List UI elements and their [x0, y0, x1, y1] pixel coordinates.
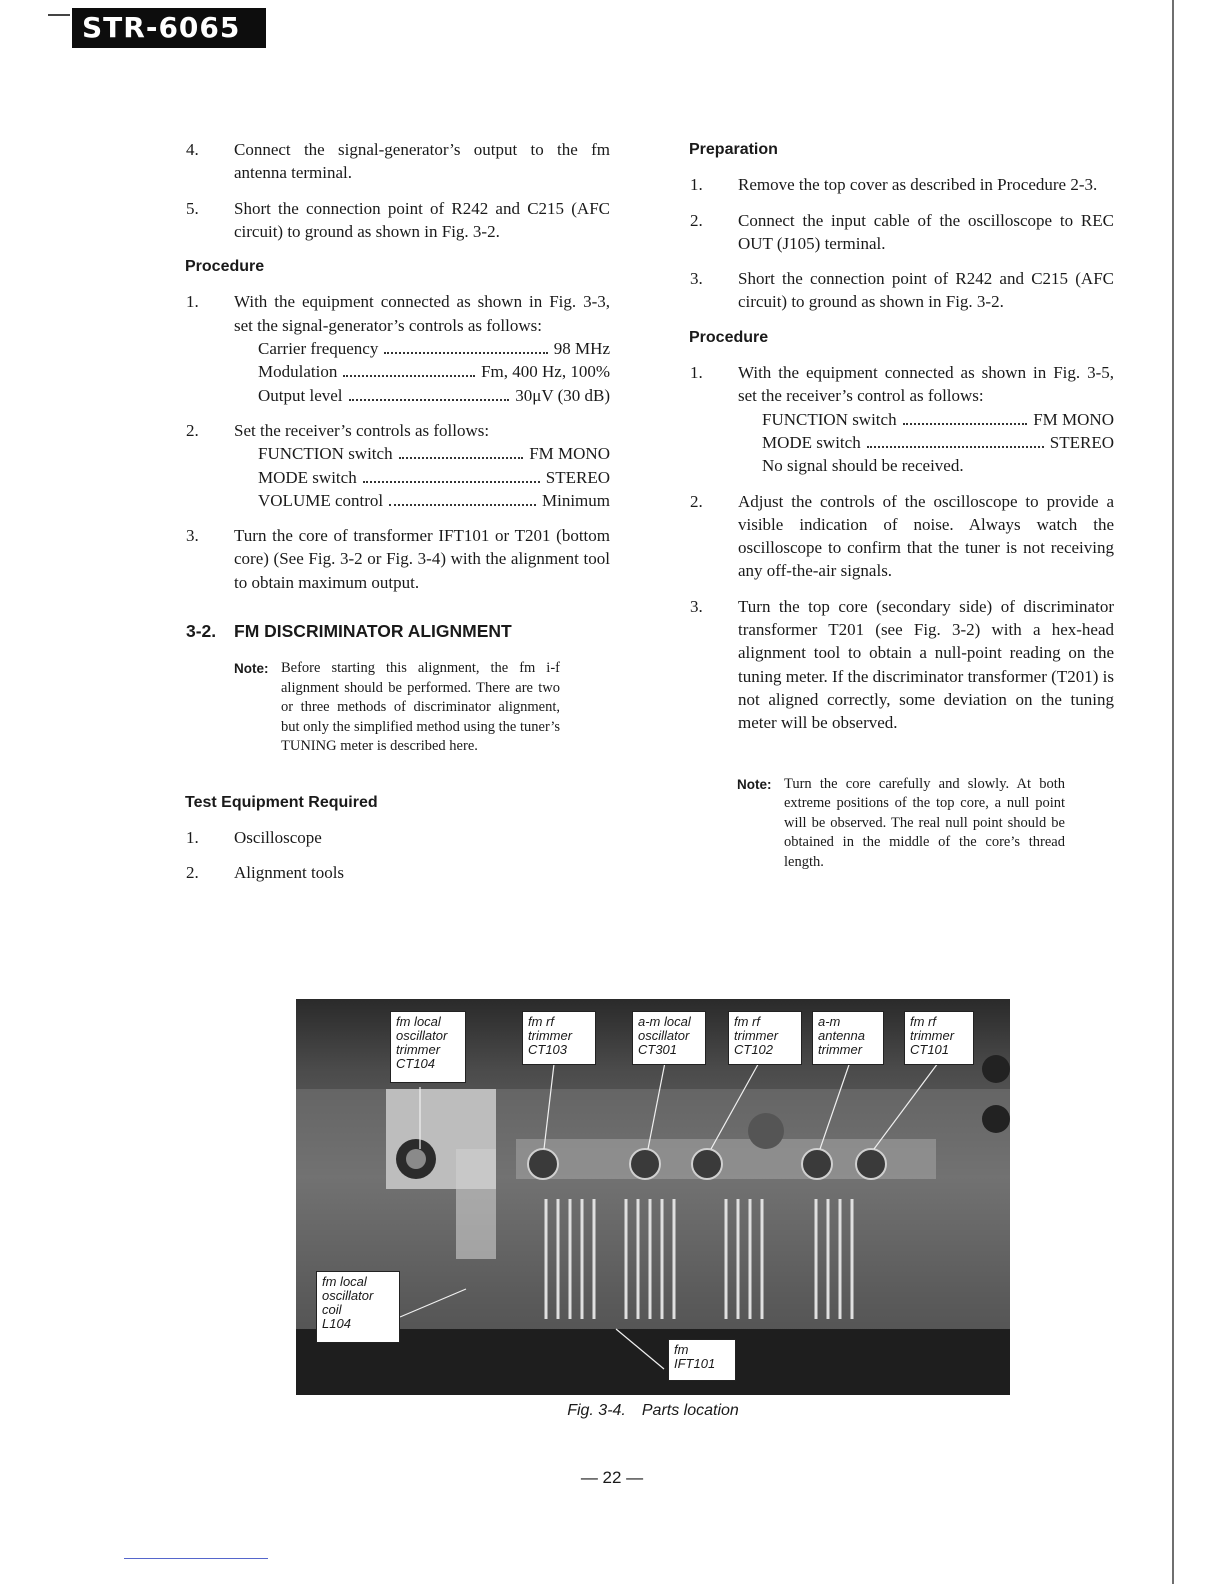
note: Note: Turn the core carefully and slowly. At both extreme positions of the top core, a null point will be observed. The real null point should be obtained in the middle of the core’s thread length. — [737, 775, 1065, 870]
list-item: 3. Turn the top core (secondary side) of discriminator transformer T201 (see Fig. 3-2) with a hex-head alignment tool to obtain a null-point reading on the tuning meter. If the discriminator transformer (T201) is not aligned correctly, some deviation on the tuning meter will be observed. — [690, 596, 1114, 733]
list-item: 1. With the equipment connected as shown in Fig. 3-3, set the signal-generator’s controls as follows: Carrier frequency 98 MHz Modulation Fm, 400 Hz, 100% Output level 30μV (30 dB) — [186, 290, 610, 406]
page-edge-line — [1172, 0, 1174, 1584]
procedure-heading: Procedure — [689, 328, 769, 346]
callout-am-local-oscillator: a-m local oscillator CT301 — [632, 1011, 706, 1065]
section-heading: 3-2. FM DISCRIMINATOR ALIGNMENT — [186, 621, 512, 642]
setting-row: VOLUME control Minimum — [258, 490, 610, 510]
left-column — [186, 138, 610, 897]
page-number: — 22 — — [580, 1468, 644, 1487]
list-item: 2. Adjust the controls of the oscilloscope to provide a visible indication of noise. Always watch the oscilloscope to confirm that the tuner is not receiving any off-the-air signals. — [690, 491, 1114, 581]
setting-row: Carrier frequency 98 MHz — [258, 339, 610, 359]
setting-row: Modulation Fm, 400 Hz, 100% — [258, 362, 610, 382]
settings-table: FUNCTION switch FM MONO MODE switch STEREO No signal should be received. — [762, 409, 1114, 476]
list-item: 5. Short the connection point of R242 and C215 (AFC circuit) to ground as shown in Fig. 3-2. — [186, 198, 610, 241]
list-item: 1. Oscilloscope — [186, 828, 322, 848]
setting-row: FUNCTION switch FM MONO — [762, 409, 1114, 429]
setting-row: Output level 30μV (30 dB) — [258, 385, 610, 405]
right-column — [690, 138, 1114, 872]
callout-fm-local-oscillator-trimmer: fm local oscillator trimmer CT104 — [390, 1011, 466, 1083]
corner-mark — [48, 14, 70, 16]
list-item: 2. Alignment tools — [186, 863, 345, 883]
list-item: 2. Connect the input cable of the oscilloscope to REC OUT (J105) terminal. — [690, 210, 1114, 253]
parts-location-photo — [296, 999, 1010, 1395]
list-item: 4. Connect the signal-generator’s output to the fm antenna terminal. — [186, 140, 610, 183]
setting-row: FUNCTION switch FM MONO — [258, 444, 610, 464]
preparation-heading: Preparation — [689, 141, 778, 158]
list-item: 1. Remove the top cover as described in Procedure 2-3. — [690, 175, 1098, 195]
procedure-heading: Procedure — [185, 258, 265, 276]
model-badge: STR-6065 — [72, 8, 266, 48]
list-item: 2. Set the receiver’s controls as follows: FUNCTION switch FM MONO MODE switch STEREO VOLUME control Minimum — [186, 419, 610, 512]
list-item: 1. With the equipment connected as shown in Fig. 3-5, set the receiver’s control as follows: FUNCTION switch FM MONO MODE switch STEREO No signal should be received. — [690, 361, 1114, 477]
callout-fm-ift101: fm IFT101 — [668, 1339, 736, 1381]
setting-row: MODE switch STEREO — [258, 467, 610, 487]
callout-fm-rf-trimmer-ct101: fm rf trimmer CT101 — [904, 1011, 974, 1065]
settings-table — [258, 442, 610, 512]
figure-caption: Fig. 3-4. Parts location — [567, 1402, 739, 1419]
callout-fm-local-oscillator-coil: fm local oscillator coil L104 — [316, 1271, 400, 1343]
settings-table — [258, 337, 610, 407]
callout-fm-rf-trimmer-ct102: fm rf trimmer CT102 — [728, 1011, 802, 1065]
note: Note: Before starting this alignment, the fm i-f alignment should be performed. There are two or three methods of discriminator alignment, but only the simplified method using the tuner’s TUNING meter is described here. — [234, 660, 560, 755]
test-equipment-heading: Test Equipment Required — [185, 793, 378, 811]
callout-am-antenna-trimmer: a-m antenna trimmer — [812, 1011, 884, 1065]
callout-fm-rf-trimmer-ct103: fm rf trimmer CT103 — [522, 1011, 596, 1065]
setting-row: MODE switch STEREO — [762, 432, 1114, 452]
list-item: 3. Turn the core of transformer IFT101 or T201 (bottom core) (See Fig. 3-2 or Fig. 3-4) with the alignment tool to obtain maximum output. — [186, 526, 610, 592]
bottom-mark — [124, 1558, 268, 1559]
list-item: 3. Short the connection point of R242 and C215 (AFC circuit) to ground as shown in Fig. 3-2. — [690, 269, 1114, 312]
